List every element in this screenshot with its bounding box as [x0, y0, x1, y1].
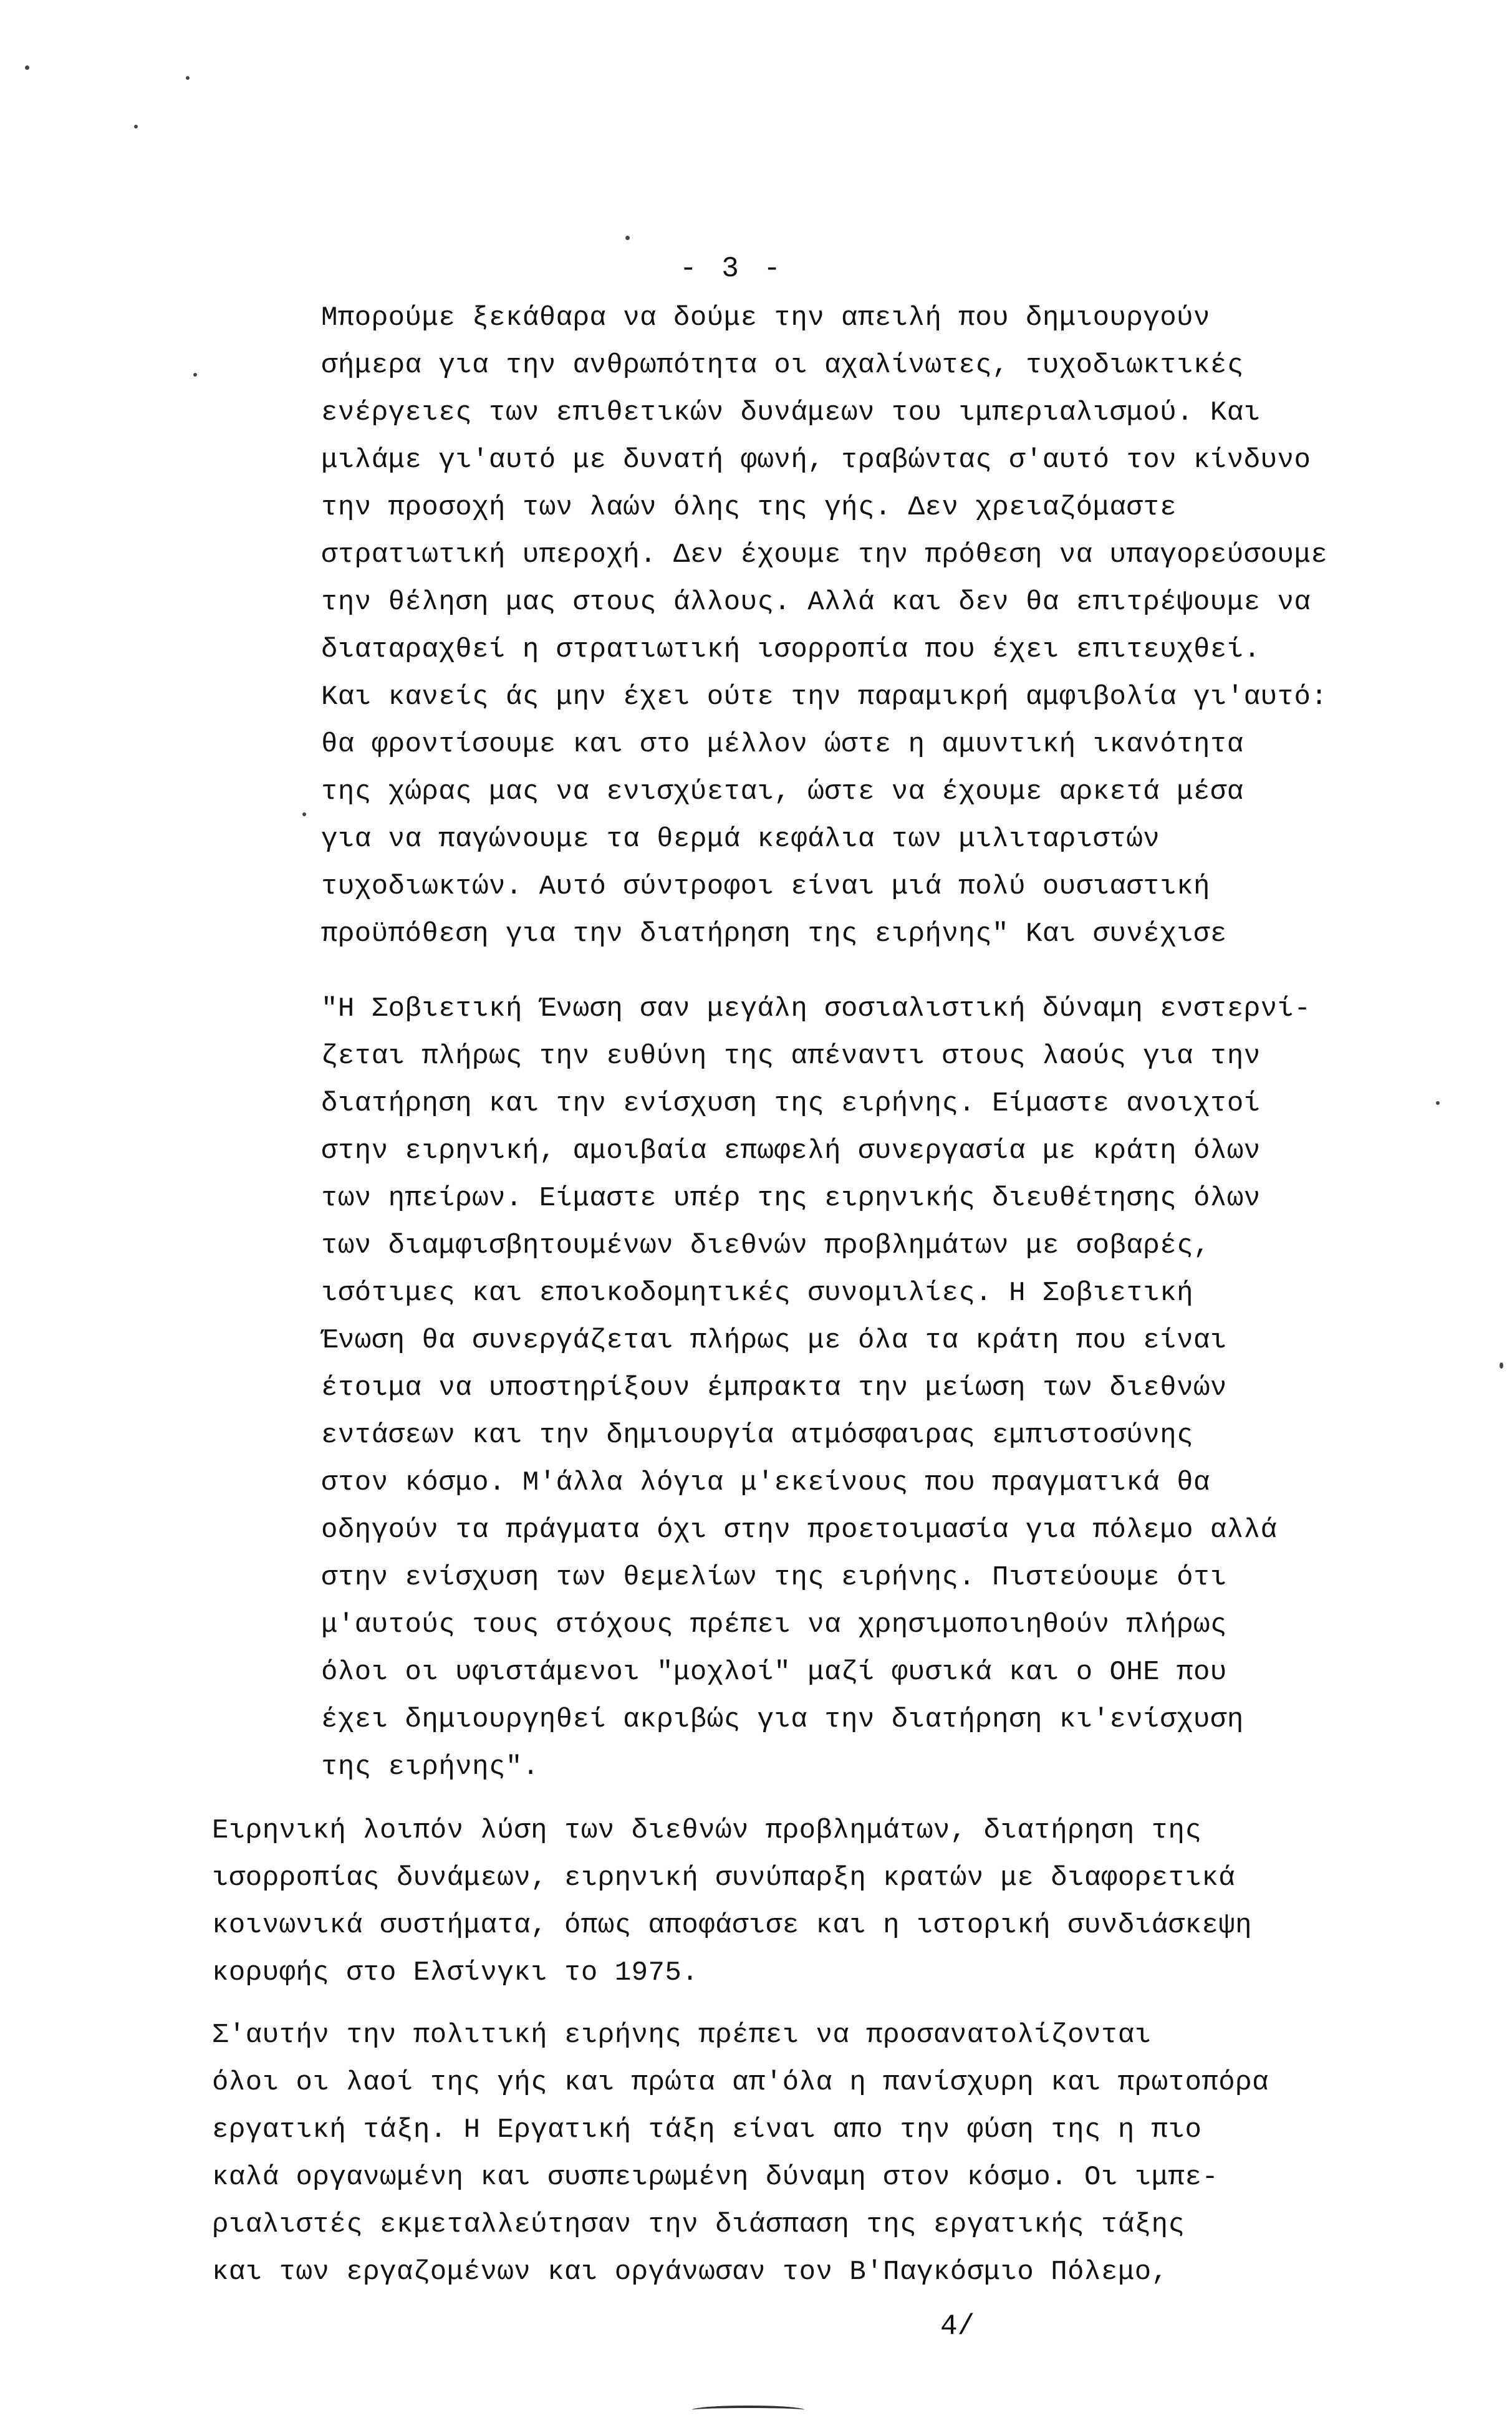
text-line: έχει δημιουργηθεί ακριβώς για την διατήρηση κι'ενίσχυση [321, 1704, 1244, 1735]
text-line: ισορροπίας δυνάμεων, ειρηνική συνύπαρξη κρατών με διαφορετικά [212, 1862, 1236, 1894]
text-line: εντάσεων και την δημιουργία ατμόσφαιρας εμπιστοσύνης [321, 1420, 1194, 1451]
text-line: ενέργειες των επιθετικών δυνάμεων του ιμπεριαλισμού. Και [321, 397, 1261, 428]
scan-speck [1500, 1362, 1503, 1369]
text-line: καλά οργανωμένη και συσπειρωμένη δύναμη στον κόσμο. Οι ιμπε- [212, 2162, 1219, 2193]
text-line: "Η Σοβιετική Ένωση σαν μεγάλη σοσιαλιστική δύναμη ενστερνί- [321, 993, 1311, 1024]
scan-speck [1436, 1101, 1440, 1105]
text-line: θα φροντίσουμε και στο μέλλον ώστε η αμυντική ικανότητα [321, 729, 1244, 760]
text-line: έτοιμα να υποστηρίξουν έμπρακτα την μείωση των διεθνών [321, 1372, 1227, 1404]
quote-block-2 [321, 985, 1311, 1791]
paragraph-4 [212, 2011, 1269, 2296]
text-line: της ειρήνης". [321, 1751, 539, 1783]
scan-speck [302, 812, 306, 816]
scan-speck [625, 236, 630, 240]
text-line: των ηπείρων. Είμαστε υπέρ της ειρηνικής διευθέτησης όλων [321, 1183, 1261, 1214]
text-line: όλοι οι υφιστάμενοι "μοχλοί" μαζί φυσικά και ο ΟΗΕ που [321, 1657, 1227, 1688]
text-line: διαταραχθεί η στρατιωτική ισορροπία που έχει επιτευχθεί. [321, 634, 1261, 665]
text-line: εργατική τάξη. Η Εργατική τάξη είναι απο την φύση της η πιο [212, 2114, 1202, 2146]
text-line: τυχοδιωκτών. Αυτό σύντροφοι είναι μιά πολύ ουσιαστική [321, 871, 1210, 902]
text-line: την προσοχή των λαών όλης της γής. Δεν χρειαζόμαστε [321, 492, 1177, 523]
text-line: Μπορούμε ξεκάθαρα να δούμε την απειλή που δημιουργούν [321, 302, 1210, 334]
text-line: κορυφής στο Ελσίνγκι το 1975. [212, 1957, 699, 1988]
text-line: στην ειρηνική, αμοιβαία επωφελή συνεργασία με κράτη όλων [321, 1135, 1261, 1167]
scan-speck [193, 373, 197, 377]
text-line: στην ενίσχυση των θεμελίων της ειρήνης. Πιστεύουμε ότι [321, 1562, 1227, 1593]
text-line: κοινωνικά συστήματα, όπως αποφάσισε και η ιστορική συνδιάσκεψη [212, 1910, 1253, 1941]
text-line: οδηγούν τα πράγματα όχι στην προετοιμασία για πόλεμο αλλά [321, 1515, 1278, 1546]
text-line: διατήρηση και την ενίσχυση της ειρήνης. Είμαστε ανοιχτοί [321, 1088, 1261, 1119]
scan-smudge [692, 2406, 804, 2414]
text-line: στον κόσμο. Μ'άλλα λόγια μ'εκείνους που πραγματικά θα [321, 1467, 1210, 1498]
continuation-mark: 4/ [940, 2310, 975, 2343]
text-line: στρατιωτική υπεροχή. Δεν έχουμε την πρόθεση να υπαγορεύσουμε [321, 539, 1328, 571]
quote-block-1 [321, 294, 1327, 958]
text-line: μ'αυτούς τους στόχους πρέπει να χρησιμοποιηθούν πλήρως [321, 1609, 1227, 1640]
scan-speck [25, 65, 29, 70]
text-line: και των εργαζομένων και οργάνωσαν τον Β'Παγκόσμιο Πόλεμο, [212, 2257, 1168, 2288]
text-line: μιλάμε γι'αυτό με δυνατή φωνή, τραβώντας σ'αυτό τον κίνδυνο [321, 445, 1311, 476]
text-line: ζεται πλήρως την ευθύνη της απέναντι στους λαούς για την [321, 1041, 1261, 1072]
text-line: ριαλιστές εκμεταλλεύτησαν την διάσπαση της εργατικής τάξης [212, 2209, 1185, 2240]
text-line: των διαμφισβητουμένων διεθνών προβλημάτων με σοβαρές, [321, 1230, 1210, 1261]
text-line: την θέληση μας στους άλλους. Αλλά και δεν θα επιτρέψουμε να [321, 587, 1311, 618]
text-line: ισότιμες και εποικοδομητικές συνομιλίες. Η Σοβιετική [321, 1278, 1194, 1309]
text-line: Ειρηνική λοιπόν λύση των διεθνών προβλημάτων, διατήρηση της [212, 1815, 1202, 1846]
text-line: Σ'αυτήν την πολιτική ειρήνης πρέπει να προσανατολίζονται [212, 2020, 1152, 2051]
scan-speck [186, 76, 190, 80]
scan-speck [134, 125, 138, 128]
text-line: σήμερα για την ανθρωπότητα οι αχαλίνωτες, τυχοδιωκτικές [321, 350, 1244, 381]
text-line: για να παγώνουμε τα θερμά κεφάλια των μιλιταριστών [321, 824, 1160, 855]
paragraph-3 [212, 1807, 1252, 1997]
text-line: Και κανείς άς μην έχει ούτε την παραμικρή αμφιβολία γι'αυτό: [321, 682, 1328, 713]
text-line: όλοι οι λαοί της γής και πρώτα απ'όλα η πανίσχυρη και πρωτοπόρα [212, 2067, 1269, 2098]
text-line: της χώρας μας να ενισχύεται, ώστε να έχουμε αρκετά μέσα [321, 776, 1244, 807]
text-line: Ένωση θα συνεργάζεται πλήρως με όλα τα κράτη που είναι [321, 1325, 1227, 1356]
text-line: προϋπόθεση για την διατήρηση της ειρήνης" Και συνέχισε [321, 918, 1227, 950]
page-number: - 3 - [680, 253, 785, 285]
